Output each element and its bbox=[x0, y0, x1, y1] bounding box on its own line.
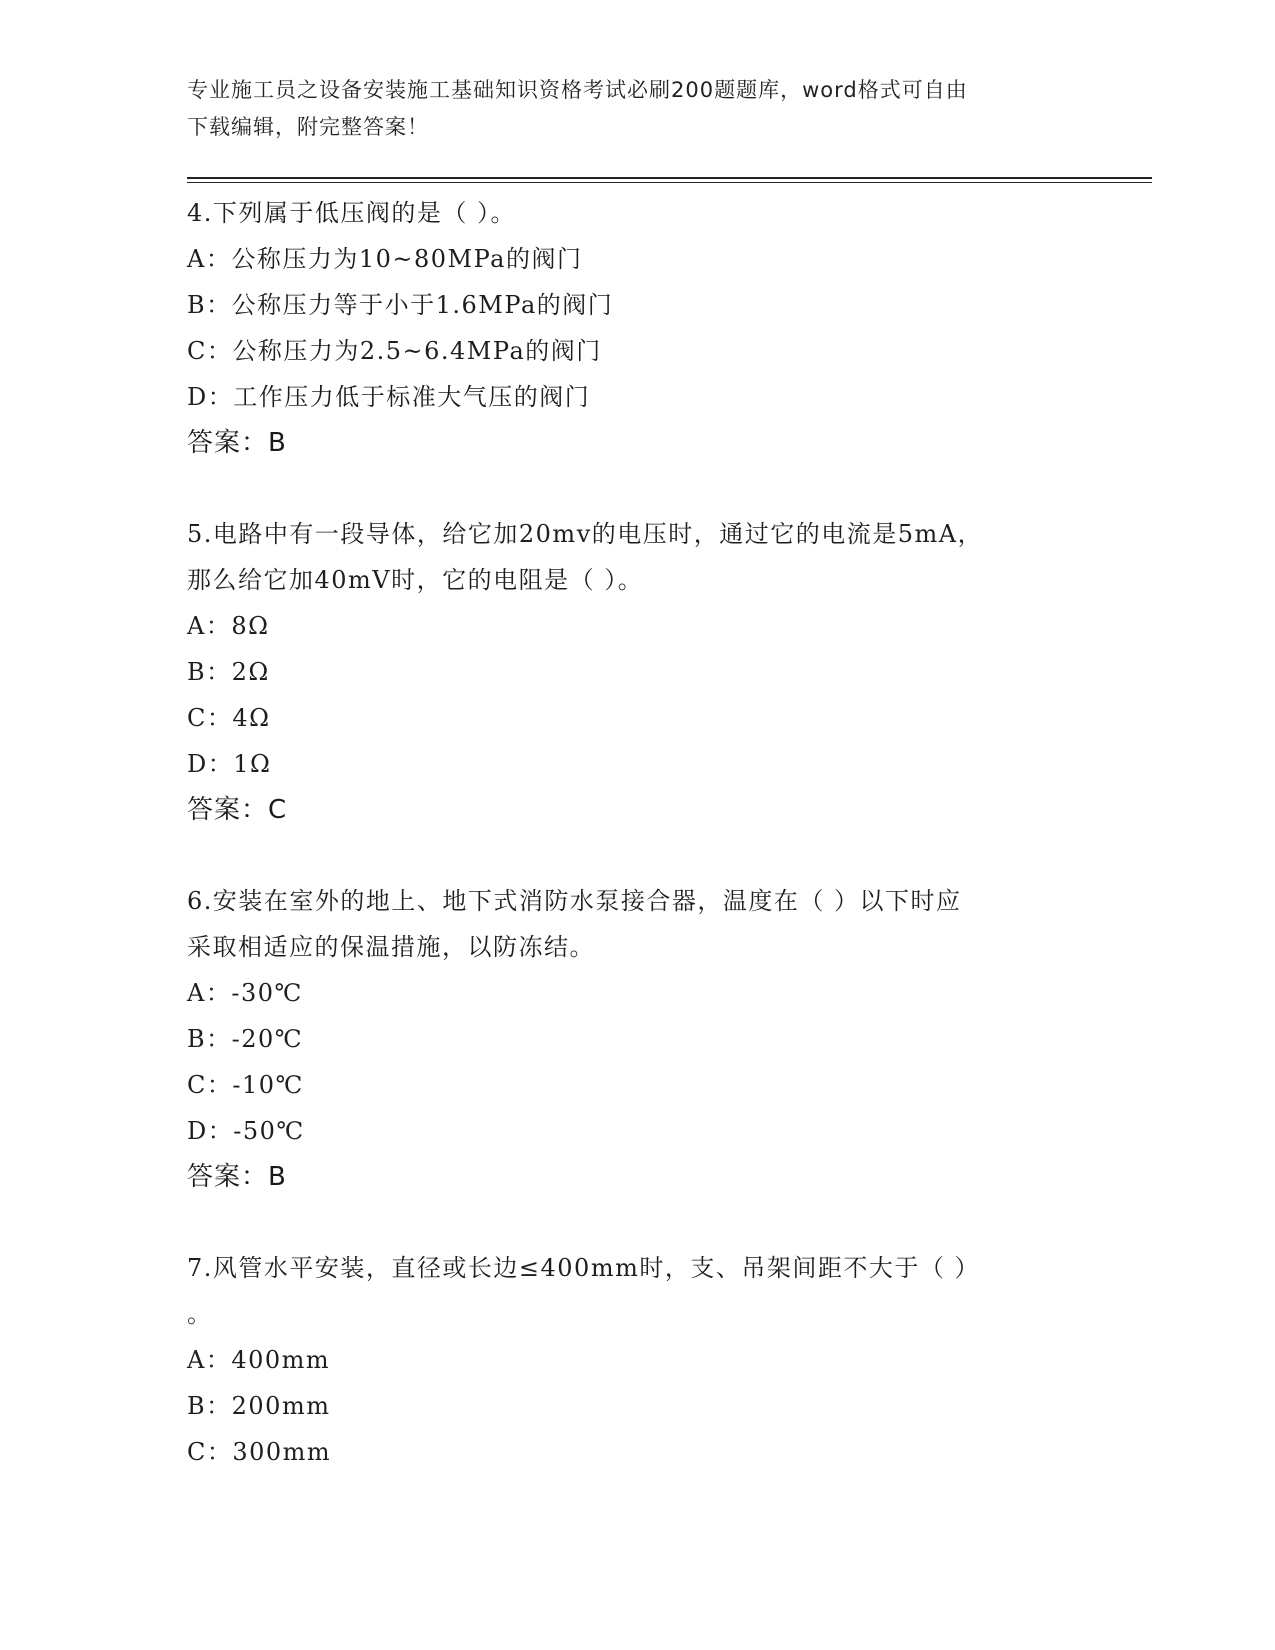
option-b: B：200mm bbox=[187, 1392, 331, 1420]
option-d: D：1Ω bbox=[187, 750, 272, 778]
header-divider-thick bbox=[187, 177, 1152, 179]
answer-text: 答案：C bbox=[187, 795, 288, 825]
question-stem: 5.电路中有一段导体，给它加20mv的电压时，通过它的电流是5mA， bbox=[187, 520, 984, 548]
question-list bbox=[187, 190, 1067, 1475]
option-b: B：公称压力等于小于1.6MPa的阀门 bbox=[187, 291, 614, 319]
question-5 bbox=[187, 511, 1067, 833]
header-line-2: 下载编辑，附完整答案！ bbox=[187, 115, 429, 139]
option-c: C：300mm bbox=[187, 1438, 332, 1466]
question-stem: 7.风管水平安装，直径或长边≤400mm时，支、吊架间距不大于（ ） bbox=[187, 1254, 980, 1282]
question-7 bbox=[187, 1245, 1067, 1475]
option-b: B：2Ω bbox=[187, 658, 270, 686]
option-c: C：公称压力为2.5~6.4MPa的阀门 bbox=[187, 337, 602, 365]
question-stem-continued: 。 bbox=[187, 1300, 213, 1328]
document-header bbox=[187, 72, 1067, 146]
header-line-1: 专业施工员之设备安装施工基础知识资格考试必刷200题题库，word格式可自由 bbox=[187, 78, 968, 102]
question-stem: 4.下列属于低压阀的是（ ）。 bbox=[187, 199, 517, 227]
question-6 bbox=[187, 878, 1067, 1200]
option-a: A：8Ω bbox=[187, 612, 270, 640]
option-a: A：公称压力为10~80MPa的阀门 bbox=[187, 245, 583, 273]
question-4 bbox=[187, 190, 1067, 466]
question-stem: 6.安装在室外的地上、地下式消防水泵接合器，温度在（ ）以下时应 bbox=[187, 887, 962, 915]
option-b: B：-20℃ bbox=[187, 1025, 304, 1053]
answer-text: 答案：B bbox=[187, 428, 287, 458]
option-c: C：-10℃ bbox=[187, 1071, 304, 1099]
option-d: D：工作压力低于标准大气压的阀门 bbox=[187, 383, 591, 411]
header-divider-thin bbox=[187, 182, 1152, 183]
option-d: D：-50℃ bbox=[187, 1117, 305, 1145]
answer-text: 答案：B bbox=[187, 1162, 287, 1192]
question-stem-continued: 那么给它加40mV时，它的电阻是（ ）。 bbox=[187, 566, 644, 594]
option-a: A：-30℃ bbox=[187, 979, 303, 1007]
question-stem-continued: 采取相适应的保温措施，以防冻结。 bbox=[187, 933, 595, 961]
option-c: C：4Ω bbox=[187, 704, 271, 732]
option-a: A：400mm bbox=[187, 1346, 331, 1374]
